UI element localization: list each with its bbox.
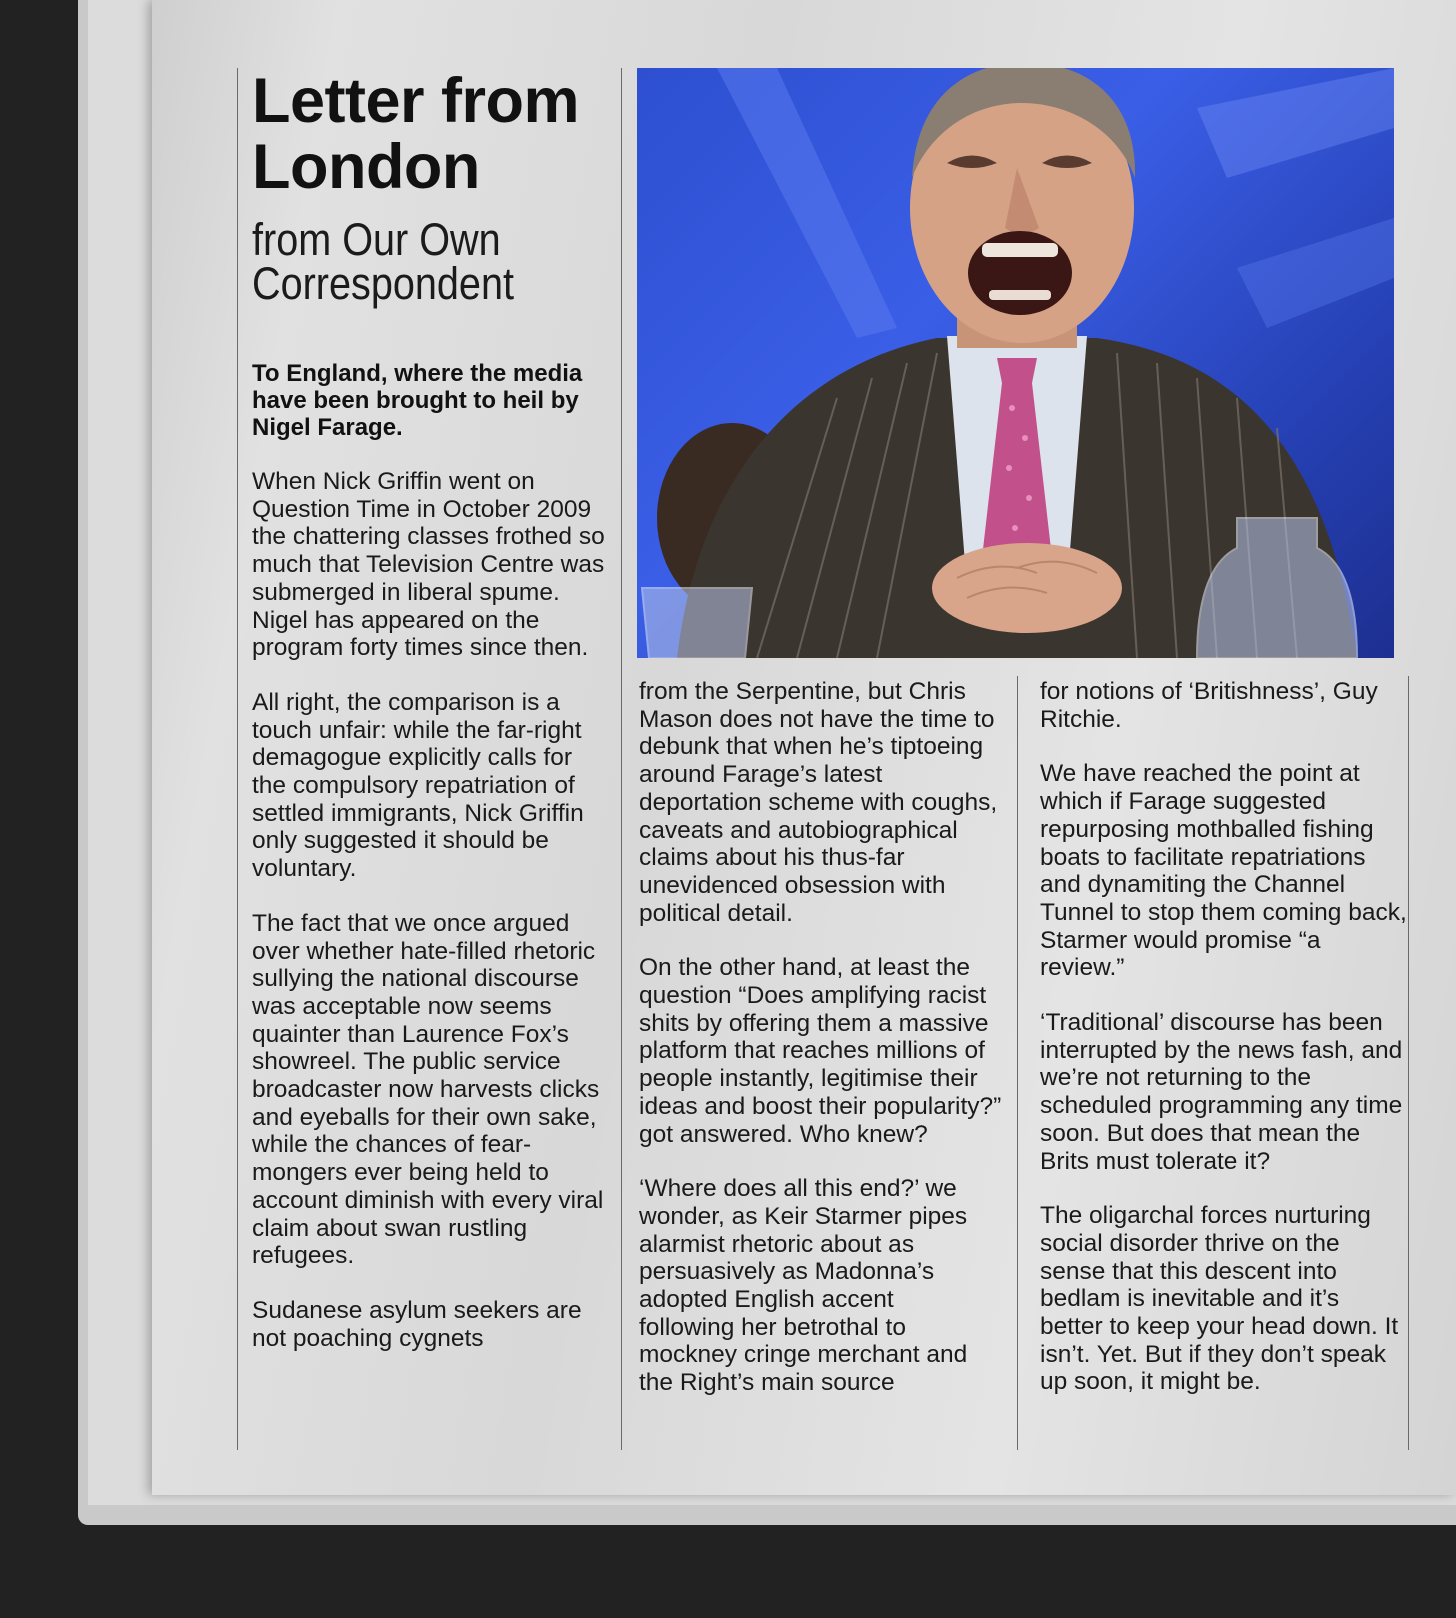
paragraph: The fact that we once argued over whether hate-filled rhetoric sullying the national discourse was acceptable now seems quainter than Laurence Fox’s showreel. The public service broadcaster now harvests clicks and eyeballs for their own sake, while the chances of fear-mongers ever being held to account diminish with every viral claim about swan rustling refugees. bbox=[252, 909, 604, 1270]
paragraph: The oligarchal forces nurturing social disorder thrive on the sense that this descent into bedlam is inevitable and it’s better to keep your head down. It isn’t. Yet. But if they don’t speak up soon, it might be. bbox=[1040, 1202, 1399, 1396]
subhead-line-2: Correspondent bbox=[252, 258, 514, 309]
column-divider bbox=[1408, 676, 1409, 1450]
paragraph: We have reached the point at which if Farage suggested repurposing mothballed fishing boats to facilitate repatriations and dynamiting the Channel Tunnel to stop them coming back, Starmer would promise “a review.” bbox=[1040, 760, 1407, 982]
paragraph: On the other hand, at least the question “Does amplifying racist shits by offering them a massive platform that reaches millions of people instantly, legitimise their ideas and boost their popularity?” got answered. Who knew? bbox=[639, 954, 1002, 1148]
paragraph: ‘Where does all this end?’ we wonder, as Keir Starmer pipes alarmist rhetoric about as persuasively as Madonna’s adopted English accent following her betrothal to mockney cringe merchant and the Right’s main source bbox=[639, 1175, 968, 1397]
paragraph: Sudanese asylum seekers are not poaching cygnets bbox=[252, 1296, 582, 1352]
subhead-line-1: from Our Own bbox=[252, 214, 501, 265]
column-1-body bbox=[252, 468, 610, 1352]
photo-illustration bbox=[637, 68, 1394, 658]
paragraph: All right, the comparison is a touch unfair: while the far-right demagogue explicitly calls for the compulsory repatriation of settled immigrants, Nick Griffin only suggested it should be voluntary. bbox=[252, 688, 584, 883]
paragraph: for notions of ‘Britishness’, Guy Ritchie. bbox=[1040, 678, 1378, 733]
column-1 bbox=[237, 68, 622, 1450]
column-2-body bbox=[639, 678, 1011, 1424]
byline-subhead bbox=[252, 214, 578, 309]
paragraph: from the Serpentine, but Chris Mason does not have the time to debunk that when he’s tiptoeing around Farage’s latest deportation scheme with coughs, caveats and autobiographical claims about his thus-far unevidenced obsession with political detail. bbox=[639, 678, 998, 927]
paragraph: When Nick Griffin went on Question Time in October 2009 the chattering classes frothed so much that Television Centre was submerged in liberal spume. Nigel has appeared on the program forty times since then. bbox=[252, 468, 605, 662]
paragraph: ‘Traditional’ discourse has been interrupted by the news fash, and we’re not returning to the scheduled programming any time soon. But does that mean the Brits must tolerate it? bbox=[1040, 1009, 1403, 1175]
standfirst: To England, where the media have been brought to heil by Nigel Farage. bbox=[252, 360, 583, 441]
column-divider bbox=[1017, 676, 1018, 1450]
headline: Letter from London bbox=[252, 66, 580, 202]
article-photo bbox=[637, 68, 1394, 658]
column-3-body bbox=[1040, 678, 1408, 1423]
column-divider bbox=[621, 68, 622, 1450]
